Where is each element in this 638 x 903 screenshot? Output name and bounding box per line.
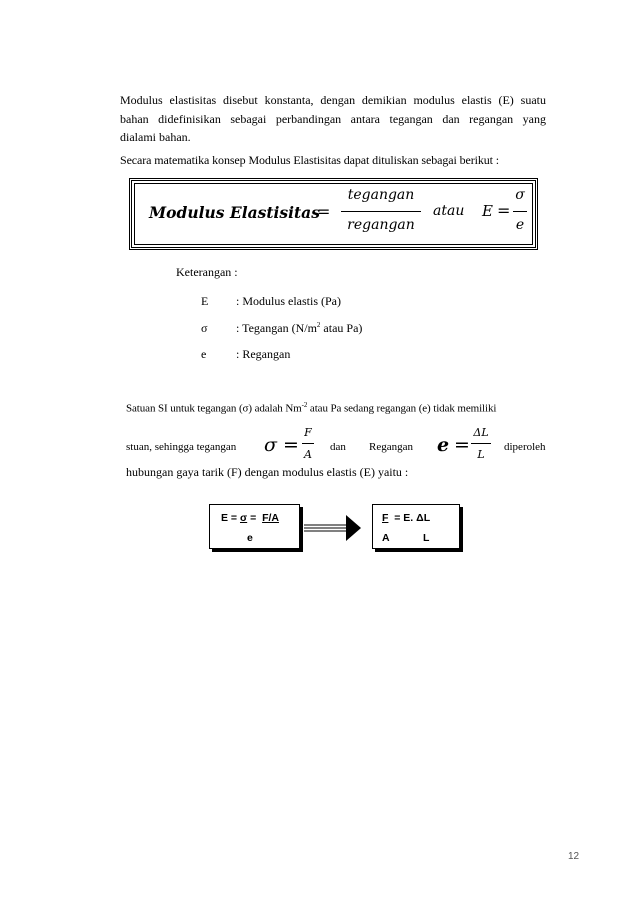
formula-fraction-bar-2 — [513, 211, 527, 212]
page-number: 12 — [568, 851, 580, 862]
si-line-1: Satuan SI untuk tegangan (σ) adalah $Nm^{-2}$ atau Pa sedang regangan (e) tidak memiliki — [126, 401, 497, 415]
keterangan-sym-E: E — [201, 294, 209, 308]
si-e-eq: = — [454, 434, 470, 456]
si-L: L — [477, 448, 485, 461]
intro-paragraph — [120, 91, 546, 147]
formula-box — [131, 180, 536, 248]
formula-or: atau — [433, 203, 465, 219]
si-delta-L: ΔL — [473, 426, 489, 439]
intro-line-3: dialami bahan. — [120, 130, 191, 144]
keterangan-sym-e: e — [201, 347, 207, 361]
si-fraction-bar-dLL — [471, 443, 491, 444]
si-sigma-eq: = — [283, 434, 299, 456]
si-line-2-text: stuan, sehingga tegangan — [126, 441, 237, 453]
intro-line-1: Modulus elastisitas disebut konstanta, dengan demikian modulus elastis (E) suatu — [120, 93, 546, 107]
double-arrow-icon — [303, 513, 363, 543]
keterangan-sym-sigma: σ — [201, 321, 208, 335]
si-e: e — [437, 434, 450, 456]
derivation-right-bottom-A: A — [382, 532, 390, 544]
si-diperoleh: diperoleh — [504, 441, 546, 453]
derivation-right-bottom-L: L — [423, 532, 430, 544]
si-regangan: Regangan — [369, 441, 413, 453]
keterangan-desc-e: : Regangan — [236, 347, 291, 361]
derivation-right-top: F = E. ΔL — [382, 512, 431, 524]
derivation-left-box — [209, 504, 300, 549]
derivation-left-bottom: e — [247, 532, 253, 544]
keterangan-title: Keterangan : — [176, 265, 238, 279]
formula-eq: = — [317, 202, 331, 221]
intro-line-4: Secara matematika konsep Modulus Elastisitas dapat dituliskan sebagai berikut : — [120, 153, 500, 167]
keterangan-desc-E: : Modulus elastis (Pa) — [236, 294, 341, 308]
derivation-left-top: E = σ = F/A — [221, 512, 279, 524]
formula-denominator: regangan — [347, 217, 415, 233]
si-line-3: hubungan gaya tarik (F) dengan modulus elastis (E) yaitu : — [126, 465, 409, 479]
si-fraction-bar-FA — [302, 443, 314, 444]
formula-eq-2: = — [497, 201, 511, 220]
derivation-right-box — [372, 504, 460, 549]
intro-line-2: bahan didefinisikan sebagai perbandingan antara tegangan dan regangan yang — [120, 111, 546, 126]
formula-fraction-bar — [341, 211, 421, 212]
si-sigma: σ — [264, 434, 277, 456]
formula-sigma: σ — [515, 187, 525, 203]
formula-lhs: Modulus Elastisitas — [149, 203, 320, 222]
si-F: F — [304, 426, 312, 439]
formula-e: e — [515, 217, 525, 233]
si-dan: dan — [330, 441, 346, 453]
si-A: A — [304, 448, 312, 461]
keterangan-desc-sigma: : Tegangan ($N/m^2$ atau Pa) — [236, 321, 363, 335]
formula-E: E — [482, 202, 493, 220]
formula-numerator: tegangan — [347, 187, 415, 203]
